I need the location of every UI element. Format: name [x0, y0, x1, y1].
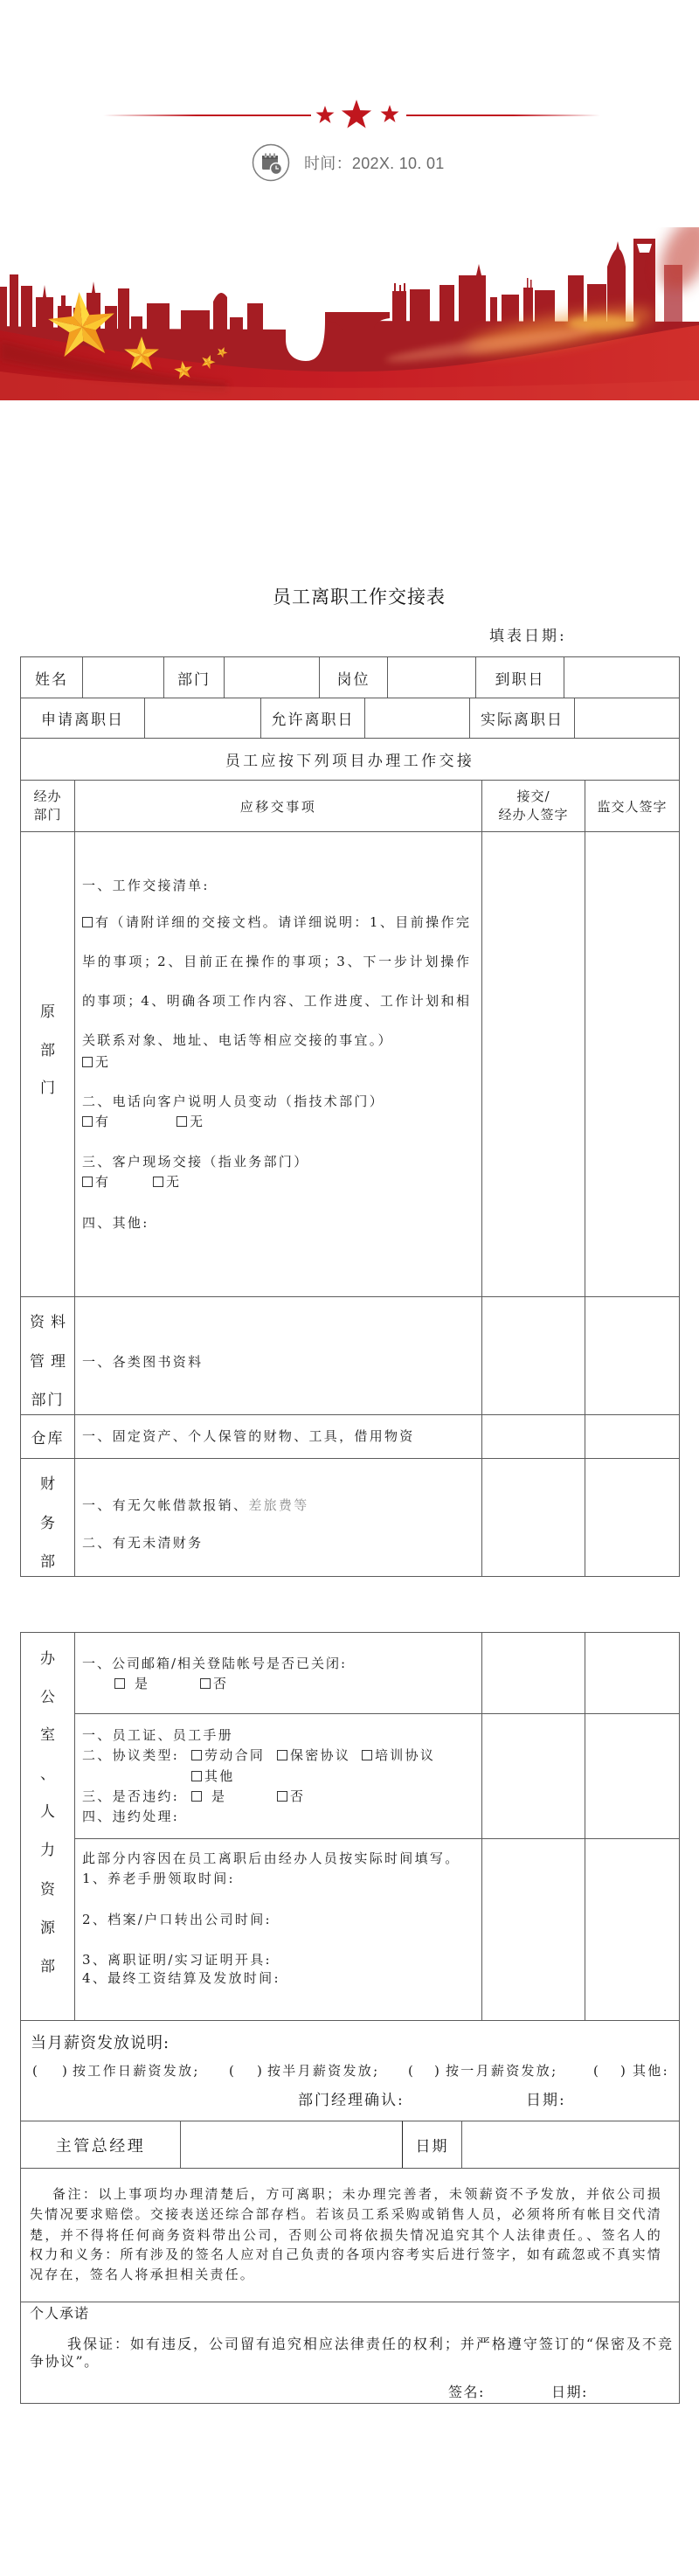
- paren-open: (: [229, 2063, 237, 2079]
- manager-confirm-label: 部门经理确认:: [298, 2092, 405, 2109]
- general-manager-label: 主管总经理: [20, 2121, 181, 2169]
- divider-line-right: [406, 115, 600, 116]
- section-label-finance: [20, 1458, 75, 1577]
- checkbox-breach-yes[interactable]: [191, 1791, 202, 1802]
- breach-option-no: [277, 1788, 305, 1805]
- agreement-handover-sign-field[interactable]: [481, 1713, 585, 1839]
- paren-close: ): [434, 2063, 442, 2079]
- divider-line-left: [103, 115, 311, 116]
- badge-handbook-line: 一、员工证、员工手册: [82, 1727, 234, 1743]
- data-mgmt-supervisor-sign-field[interactable]: [585, 1296, 680, 1415]
- finance-item1: [82, 1496, 309, 1514]
- position-field[interactable]: [387, 656, 476, 698]
- name-field[interactable]: [82, 656, 164, 698]
- item1-yes-option: [82, 913, 469, 931]
- checkbox-training[interactable]: [362, 1750, 372, 1760]
- remarks-line: 失情况要求赔偿。交接表送还综合部存档。若该员工系采购或销售人员，必须将所有帐目交代清: [30, 2206, 662, 2222]
- section-label-line: 资料: [30, 1314, 72, 1331]
- remarks-line: 权力和义务：所有涉及的签名人应对自己负责的各项内容考实后进行签字，如有疏忽或不真实情: [30, 2246, 662, 2262]
- checkbox-item1-no[interactable]: [82, 1057, 93, 1067]
- checkbox-item3-no[interactable]: [153, 1177, 163, 1187]
- hr-agreement-items: [74, 1713, 482, 1839]
- item1-yes-text: 的事项；4、明确各项工作内容、工作进度、工作计划和相: [82, 993, 469, 1009]
- section-label-data-mgmt: [20, 1296, 75, 1415]
- data-mgmt-item: 一、各类图书资料: [82, 1354, 204, 1370]
- date-row: [252, 143, 445, 182]
- email-option-no: [200, 1675, 228, 1692]
- section-label-office-hr: [20, 1632, 75, 2021]
- salary-section: [20, 2020, 680, 2121]
- section-label-line: 部门: [31, 1392, 65, 1409]
- section-label-char: 室: [40, 1726, 55, 1744]
- post-departure-item: 3、离职证明/实习证明开具:: [82, 1952, 272, 1968]
- option-label: 按工作日薪资发放;: [73, 2063, 200, 2079]
- salary-options: [21, 2062, 676, 2080]
- remarks-line: 备注：以上事项均办理清楚后，方可离职；未办理完善者，未领薪资不予发放，并依公司损: [52, 2186, 662, 2202]
- commitment-line: 我保证：如有违反，公司留有追究相应法律责任的权利；并严格遵守签订的“保密及不竞: [67, 2336, 672, 2352]
- original-dept-supervisor-sign-field[interactable]: [585, 831, 680, 1297]
- email-handover-sign-field[interactable]: [481, 1632, 585, 1714]
- item2-options: [82, 1113, 257, 1130]
- checkbox-other-agreement[interactable]: [191, 1771, 202, 1781]
- breach-handling-line: 四、违约处理:: [82, 1809, 180, 1824]
- section-label-char: 财: [40, 1475, 55, 1493]
- option-label: 保密协议: [290, 1747, 351, 1763]
- label-approved-leave-date: 允许离职日: [260, 698, 365, 739]
- option-label: 是: [135, 1676, 150, 1691]
- finance-items: [74, 1458, 482, 1577]
- header-handover-line2: 经办人签字: [498, 807, 569, 823]
- option-label: 否: [213, 1676, 229, 1691]
- post-departure-item: 4、最终工资结算及发放时间:: [82, 1970, 280, 1986]
- data-mgmt-items: [74, 1296, 482, 1415]
- signature-date-label[interactable]: 日期:: [551, 2384, 588, 2400]
- section-label-char: 原: [40, 1003, 55, 1021]
- apply-leave-date-field[interactable]: [144, 698, 261, 739]
- section-label-char: 、: [40, 1766, 55, 1783]
- section-label-char: 资: [40, 1881, 55, 1899]
- paren-open: (: [593, 2063, 601, 2079]
- original-dept-items: [74, 831, 482, 1297]
- warehouse-handover-sign-field[interactable]: [481, 1414, 585, 1459]
- label-apply-leave-date: 申请离职日: [20, 698, 145, 739]
- post-departure-handover-sign-field[interactable]: [481, 1838, 585, 2021]
- item1-yes-text: 关联系对象、地址、电话等相应交接的事宜。）: [82, 1032, 393, 1048]
- option-label: 其他:: [633, 2063, 669, 2079]
- option-label: 按一月薪资发放;: [446, 2063, 558, 2079]
- email-supervisor-sign-field[interactable]: [585, 1632, 680, 1714]
- remarks-section: [20, 2168, 680, 2302]
- handover-table-part1: [20, 656, 680, 1577]
- paren-close: ): [620, 2063, 628, 2079]
- option-label: 否: [290, 1788, 306, 1804]
- item1-yes-text: 毕的事项；2、目前正在操作的事项；3、下一步计划操作: [82, 954, 469, 969]
- section-label-char: 门: [40, 1080, 55, 1097]
- original-dept-handover-sign-field[interactable]: [481, 831, 585, 1297]
- manager-date-label: 日期: [402, 2121, 462, 2169]
- salary-date-label: 日期:: [526, 2092, 566, 2109]
- header-handover-line1: 接交/: [516, 788, 550, 804]
- email-closure-title: 一、公司邮箱/相关登陆帐号是否已关闭:: [82, 1656, 348, 1671]
- paren-open: (: [32, 2063, 40, 2079]
- email-closure-items: [74, 1632, 482, 1714]
- agreement-option-other: [191, 1767, 235, 1785]
- item3-title: 三、客户现场交接（指业务部门）: [82, 1154, 309, 1170]
- general-manager-field[interactable]: [180, 2121, 403, 2169]
- option-label: 按半月薪资发放;: [267, 2063, 380, 2079]
- checkbox-item1-yes[interactable]: [82, 917, 93, 927]
- checkbox-item2-yes[interactable]: [82, 1116, 93, 1127]
- checkbox-item2-no[interactable]: [176, 1116, 187, 1127]
- option-label: 培训协议: [375, 1747, 436, 1763]
- salary-title: 当月薪资发放说明:: [31, 2034, 170, 2052]
- checkbox-email-no[interactable]: [200, 1678, 211, 1689]
- breach-line: [82, 1788, 467, 1805]
- signature-label[interactable]: 签名:: [448, 2384, 485, 2400]
- option-label: 其他: [204, 1768, 235, 1784]
- option-label: 是: [211, 1788, 227, 1804]
- post-departure-item: 1、养老手册领取时间:: [82, 1871, 235, 1886]
- item1-title: 一、工作交接清单:: [82, 878, 210, 893]
- post-departure-supervisor-sign-field[interactable]: [585, 1838, 680, 2021]
- post-departure-item: 2、档案/户口转出公司时间:: [82, 1912, 272, 1927]
- checkbox-labor-contract[interactable]: [191, 1750, 202, 1760]
- checkbox-confidentiality[interactable]: [277, 1750, 287, 1760]
- header-supervisor-sign: 监交人签字: [585, 780, 680, 832]
- approved-leave-date-field[interactable]: [364, 698, 470, 739]
- label-actual-leave-date: 实际离职日: [469, 698, 575, 739]
- label-hire-date: 到职日: [475, 656, 564, 698]
- label-name: 姓名: [20, 656, 83, 698]
- agreement-option-labor: [191, 1746, 265, 1764]
- finance-handover-sign-field[interactable]: [481, 1458, 585, 1577]
- option-label: 无: [190, 1114, 205, 1129]
- agreement-supervisor-sign-field[interactable]: [585, 1713, 680, 1839]
- email-closure-options: [82, 1675, 257, 1692]
- remarks-line: 楚，并不得将任何商务资料带出公司，否则公司将依损失情况追究其个人法律责任。、签名人的: [30, 2227, 662, 2243]
- section-label-char: 部: [40, 1553, 55, 1571]
- city-skyline-banner: [0, 227, 699, 402]
- item3-option-yes: [82, 1173, 110, 1191]
- remarks-line: 况存在，签名人将承担相关责任。: [30, 2267, 256, 2282]
- page-title: 员工离职工作交接表: [273, 587, 446, 608]
- breach-option-yes: [191, 1788, 226, 1805]
- manager-date-field[interactable]: [461, 2121, 680, 2169]
- option-label: 有: [95, 1174, 111, 1190]
- item1-no-option: [82, 1053, 110, 1071]
- section-label-char: 力: [40, 1842, 55, 1859]
- paren-open: (: [408, 2063, 416, 2079]
- section-label-char: 人: [40, 1803, 55, 1821]
- data-mgmt-handover-sign-field[interactable]: [481, 1296, 585, 1415]
- section-label-char: 务: [40, 1515, 55, 1532]
- item3-options: [82, 1173, 257, 1191]
- finance-item1-muted-text: 差旅费等: [248, 1497, 309, 1513]
- breach-label: 三、是否违约:: [82, 1788, 180, 1804]
- option-label: 无: [166, 1174, 182, 1190]
- actual-leave-date-field[interactable]: [574, 698, 680, 739]
- email-option-yes: [114, 1675, 149, 1692]
- finance-item2: 二、有无未清财务: [82, 1535, 204, 1551]
- section-label-char: 公: [40, 1689, 55, 1706]
- warehouse-items: [74, 1414, 482, 1459]
- commitment-line: 争协议”。: [30, 2353, 100, 2370]
- checkbox-breach-no[interactable]: [277, 1791, 287, 1802]
- section-label-char: 部: [40, 1958, 55, 1975]
- header-handover-sign: [481, 780, 585, 832]
- commitment-title: 个人承诺: [30, 2305, 90, 2322]
- agreement-option-training: [362, 1746, 435, 1764]
- section-label-line: 管理: [30, 1353, 72, 1371]
- item4-title: 四、其他:: [82, 1215, 149, 1231]
- paren-close: ): [257, 2063, 265, 2079]
- finance-supervisor-sign-field[interactable]: [585, 1458, 680, 1577]
- post-departure-note: 此部分内容因在员工离职后由经办人员按实际时间填写。: [82, 1850, 460, 1866]
- checkbox-item3-yes[interactable]: [82, 1177, 93, 1187]
- item2-option-yes: [82, 1113, 110, 1130]
- header-dept-line1: 经办: [33, 788, 62, 804]
- hire-date-field[interactable]: [564, 656, 680, 698]
- item2-title: 二、电话向客户说明人员变动（指技术部门）: [82, 1094, 385, 1109]
- section-label-char: 源: [40, 1920, 55, 1937]
- calendar-clock-icon: [252, 143, 290, 182]
- agreement-type-line: [82, 1746, 467, 1764]
- section-label-char: 部: [40, 1042, 55, 1059]
- option-label: 有: [95, 1114, 111, 1129]
- agreement-option-confidentiality: [277, 1746, 350, 1764]
- finance-item1-text: 一、有无欠帐借款报销、: [82, 1497, 249, 1513]
- section-label-original-dept: [20, 831, 75, 1297]
- header-dept: [20, 780, 75, 832]
- header-items: 应移交事项: [74, 780, 482, 832]
- checkbox-email-yes[interactable]: [114, 1678, 125, 1689]
- label-position: 岗位: [319, 656, 388, 698]
- handover-table-part2: [20, 1632, 680, 2404]
- section-label-char: 办: [40, 1650, 55, 1668]
- header-dept-line2: 部门: [33, 807, 62, 823]
- warehouse-supervisor-sign-field[interactable]: [585, 1414, 680, 1459]
- department-field[interactable]: [224, 656, 320, 698]
- warehouse-item: 一、固定资产、个人保管的财物、工具，借用物资: [82, 1428, 415, 1444]
- item3-option-no: [153, 1173, 181, 1191]
- personal-commitment-section: [20, 2302, 680, 2404]
- option-label: 劳动合同: [204, 1747, 266, 1763]
- label-department: 部门: [163, 656, 225, 698]
- section-label-warehouse: 仓库: [20, 1414, 75, 1459]
- fill-date-label: 填表日期:: [489, 628, 567, 645]
- instruction-row: 员工应按下列项目办理工作交接: [20, 738, 680, 781]
- item2-option-no: [176, 1113, 204, 1130]
- paren-close: ): [62, 2063, 70, 2079]
- post-departure-items: [74, 1838, 482, 2021]
- date-text: 时间：202X. 10. 01: [304, 155, 445, 172]
- option-label: 无: [95, 1054, 111, 1070]
- item1-yes-text: 有（请附详细的交接文档。请详细说明：1、目前操作完: [95, 914, 469, 930]
- agreement-type-label: 二、协议类型:: [82, 1747, 180, 1763]
- three-red-stars-icon: [308, 96, 405, 133]
